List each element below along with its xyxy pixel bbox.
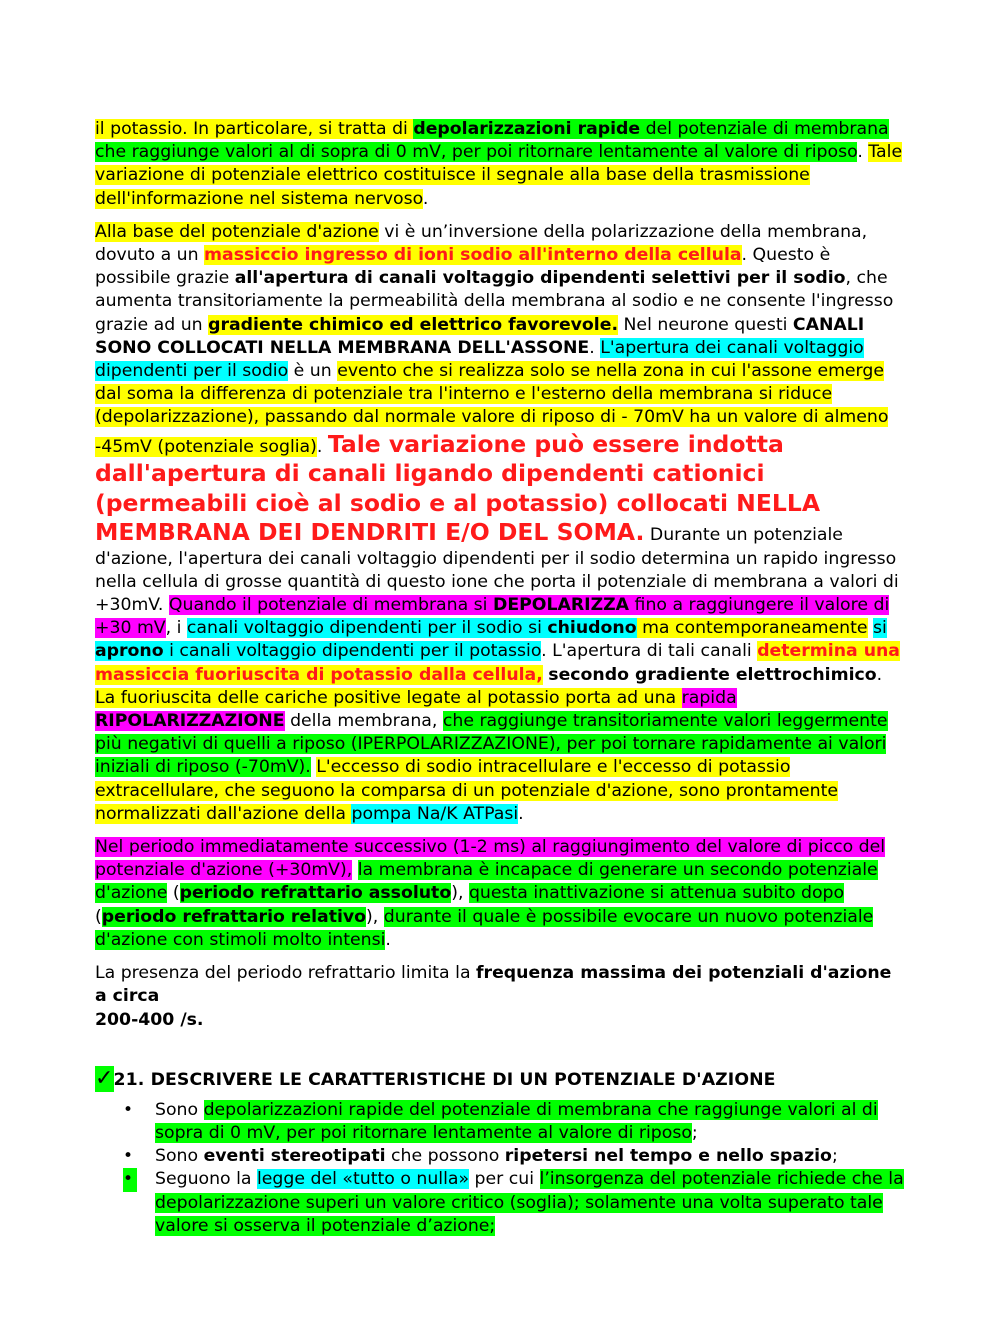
text-run: periodo refrattario relativo xyxy=(101,906,367,927)
text-run: ripetersi nel tempo e nello spazio xyxy=(504,1146,832,1167)
list-item-text xyxy=(155,1146,838,1166)
bullet-icon: • xyxy=(123,1146,134,1167)
text-run: Durante un potenziale d'azione, l'apertura dei canali voltaggio dipendenti per il sodio determina un rapido ingresso nella cellula di grosse quantità di questo ione che porta il potenziale di membrana a valori di +30mV. xyxy=(95,525,899,616)
text-run: , i xyxy=(165,618,187,639)
text-run: Alla base del potenziale d'azione xyxy=(95,221,379,242)
paragraph-action-potential-intro xyxy=(95,118,907,211)
text-run: RIPOLARIZZAZIONE xyxy=(95,711,285,732)
text-run: depolarizzazioni rapide del potenziale di membrana che raggiunge valori al di sopra di 0 mV, per poi ritornare lentamente al valore di riposo xyxy=(155,1099,878,1143)
text-run: Seguono la xyxy=(155,1169,257,1190)
text-run: del potenziale di membrana che raggiunge valori al di sopra di 0 mV, per poi ritornare lentamente al valore di riposo xyxy=(95,119,889,163)
text-run: gradiente chimico ed elettrico favorevole. xyxy=(208,314,619,335)
text-run: legge del «tutto o nulla» xyxy=(257,1169,470,1190)
text-run: L'apertura dei canali voltaggio dipendenti per il sodio xyxy=(95,337,864,382)
text-run: ), xyxy=(366,906,384,927)
list-item xyxy=(95,1145,907,1168)
text-run: . Questo è possibile grazie xyxy=(95,245,831,289)
list-item xyxy=(95,1099,907,1145)
paragraph-max-frequency xyxy=(95,962,907,1032)
text-run: canali voltaggio dipendenti per il sodio si xyxy=(186,618,548,639)
text-run: . xyxy=(422,188,429,209)
text-run: La fuoriuscita delle cariche positive legate al potassio porta ad una xyxy=(95,687,682,708)
text-run: massiccio ingresso di ioni sodio all'interno della cellula xyxy=(204,245,742,266)
list-item-text xyxy=(155,1100,878,1143)
text-run: si xyxy=(873,618,887,639)
text-run: ), xyxy=(451,883,469,904)
text-run: . xyxy=(876,664,883,685)
characteristics-list xyxy=(95,1099,907,1238)
text-run: Tale variazione può essere indotta dall'apertura di canali ligando dipendenti cationici (permeabili cioè al sodio e al potassio) collocati NELLA MEMBRANA DEI DENDRITI E/O DEL SOMA. xyxy=(95,429,821,547)
paragraph-depolarization-mechanism xyxy=(95,221,907,826)
text-run: chiudono xyxy=(547,618,637,639)
text-run: . L'apertura di tali canali xyxy=(541,641,758,662)
text-run: L'eccesso di sodio intracellulare e l'eccesso di potassio extracellulare, che seguono la comparsa di un potenziale d'azione, sono prontamente normalizzati dall'azione della xyxy=(95,757,839,824)
text-run: aprono xyxy=(95,641,164,662)
text-run: evento che si realizza solo se nella zona in cui l'assone emerge dal soma la differenza di potenziale tra l'interno e l'esterno della membrana si riduce (depolarizzazione), passando dal normale valore di riposo di - 70mV ha un valore di almeno -45mV (potenziale soglia) xyxy=(95,361,889,457)
text-run: Nel neurone questi xyxy=(618,314,793,335)
text-run: determina una massiccia fuoriuscita di potassio dalla cellula, xyxy=(95,641,900,685)
max-frequency-value: 200-400 /s. xyxy=(95,1009,204,1030)
text-run: depolarizzazioni rapide xyxy=(413,119,641,139)
paragraph-refractory-period xyxy=(95,836,907,952)
section-title: 21. DESCRIVERE LE CARATTERISTICHE DI UN POTENZIALE D'AZIONE xyxy=(113,1069,776,1090)
text-run: ( xyxy=(95,906,102,927)
text-run: rapida xyxy=(681,687,737,708)
text-run: , che aumenta transitoriamente la permeabilità della membrana al sodio e ne consente l'ingresso grazie ad un xyxy=(95,268,894,335)
list-item-text xyxy=(155,1169,904,1235)
text-run: La presenza del periodo refrattario limita la xyxy=(95,963,477,984)
checkmark-icon: ✓ xyxy=(95,1065,114,1091)
text-run: CANALI SONO COLLOCATI NELLA MEMBRANA DELL'ASSONE xyxy=(95,314,865,358)
text-run: per cui xyxy=(469,1169,540,1190)
document-page xyxy=(95,118,907,1238)
text-run: Sono xyxy=(155,1146,204,1167)
text-run: la membrana è incapace di generare un secondo potenziale d'azione xyxy=(95,860,878,904)
text-run: . xyxy=(857,142,869,163)
text-run: è un xyxy=(288,361,338,382)
text-run: fino a raggiungere il valore di +30 mV xyxy=(95,595,890,639)
text-run: durante il quale è possibile evocare un nuovo potenziale d'azione con stimoli molto intensi xyxy=(95,906,874,950)
list-item xyxy=(95,1168,907,1238)
text-run: . xyxy=(385,929,391,950)
bullet-icon: • xyxy=(123,1168,137,1191)
text-run: ma contemporaneamente xyxy=(636,618,868,639)
text-run: all'apertura di canali voltaggio dipendenti selettivi per il sodio xyxy=(234,268,846,289)
text-run: il potassio. xyxy=(95,119,188,139)
text-run xyxy=(352,860,358,880)
text-run: secondo gradiente elettrochimico xyxy=(548,664,877,685)
text-run: pompa Na/K ATPasi xyxy=(351,803,519,824)
text-run: DEPOLARIZZA xyxy=(492,595,630,616)
text-run: . xyxy=(316,436,328,457)
text-run: che raggiunge transitoriamente valori leggermente più negativi di quelli a riposo (IPERPOLARIZZAZIONE), per poi tornare rapidamente ai valori iniziali di riposo (-70mV). xyxy=(95,711,888,778)
text-run: Tale variazione di potenziale elettrico costituisce il segnale alla base della trasmissione dell'informazione nel sistema nervoso xyxy=(95,142,903,209)
max-frequency-text xyxy=(95,963,891,1006)
text-run: Quando il potenziale di membrana si xyxy=(168,595,493,616)
text-run: vi è un’inversione della polarizzazione della membrana, dovuto a un xyxy=(95,221,868,266)
text-run: che possono xyxy=(385,1146,505,1167)
text-run: l’insorgenza del potenziale richiede che la depolarizzazione superi un valore critico (soglia); solamente una volta superato tale valore si osserva il potenziale d’azione; xyxy=(155,1169,904,1236)
text-run: frequenza massima dei potenziali d'azione a circa xyxy=(95,963,892,1007)
text-run: . xyxy=(589,337,601,358)
section-heading xyxy=(95,1066,907,1093)
text-run: i canali voltaggio dipendenti per il potassio xyxy=(163,641,542,662)
text-run: In particolare, si tratta di xyxy=(187,119,414,139)
text-run: periodo refrattario assoluto xyxy=(179,883,452,904)
text-run: della membrana, xyxy=(284,711,443,732)
text-run: ; xyxy=(691,1122,698,1143)
text-run: ( xyxy=(167,883,180,904)
text-run: eventi stereotipati xyxy=(203,1146,386,1167)
text-run: ; xyxy=(831,1146,838,1167)
bullet-icon: • xyxy=(123,1099,134,1120)
text-run: Sono xyxy=(155,1099,204,1120)
text-run: . xyxy=(518,803,524,824)
text-run: Nel periodo immediatamente successivo (1-2 ms) al raggiungimento del valore di picco del potenziale d'azione (+30mV), xyxy=(95,837,886,881)
text-run: questa inattivazione si attenua subito dopo xyxy=(468,883,845,904)
